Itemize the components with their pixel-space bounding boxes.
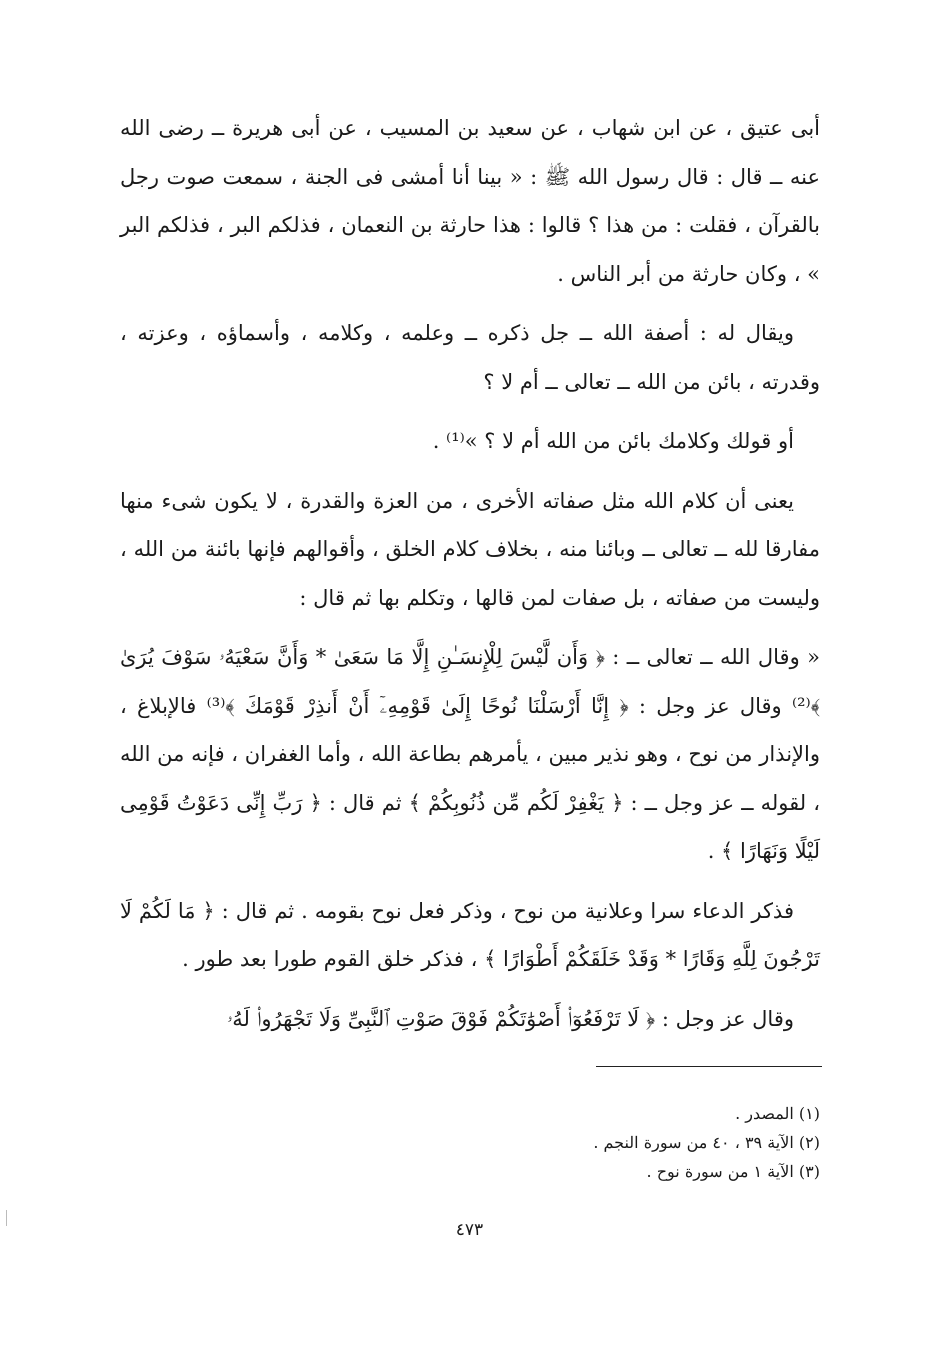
footnote-divider	[596, 1066, 822, 1067]
footnote-2: (٢) الآية ٣٩ ، ٤٠ من سورة النجم .	[593, 1133, 820, 1152]
paragraph-quran-citations: « وقال الله ــ تعالى ــ : ﴿ وَأَن لَّيْسَ لِلْإِنسَـٰنِ إِلَّا مَا سَعَىٰ * وَأَنَّ سَعْيَهُۥ سَوْفَ يُرَىٰ ﴾⁽²⁾ وقال عز وجل : ﴿ إِنَّا أَرْسَلْنَا نُوحًا إِلَىٰ قَوْمِهِۦٓ أَنْ أَنذِرْ قَوْمَكَ ﴾⁽³⁾ فالإبلاغ ، والإنذار من نوح ، وهو نذير مبين ، يأمرهم بطاعة الله ، وأما الغفران ، فإنه من الله ، لقوله ــ عز وجل ــ : ﴿ يَغْفِرْ لَكُم مِّن ذُنُوبِكُمْ ﴾ ثم قال : ﴿ رَبِّ إِنِّى دَعَوْتُ قَوْمِى لَيْلًا وَنَهَارًا ﴾ .	[120, 645, 821, 863]
paragraph-hadith: أبى عتيق ، عن ابن شهاب ، عن سعيد بن المسيب ، عن أبى هريرة ــ رضى الله عنه ــ قال : قال رسول الله ﷺ : « بينا أنا أمشى فى الجنة ، سمعت صوت رجل بالقرآن ، فقلت : من هذا ؟ قالوا : هذا حارثة بن النعمان ، فذلكم البر ، فذلكم البر » ، وكان حارثة من أبر الناس .	[120, 116, 820, 286]
footnote-1: (١) المصدر .	[735, 1104, 820, 1123]
footnote-3: (٣) الآية ١ من سورة نوح .	[646, 1162, 820, 1181]
page-number: ٤٧٣	[455, 1220, 484, 1240]
paragraph-quote-end: أو قولك وكلامك بائن من الله أم لا ؟ »⁽¹⁾ .	[432, 429, 794, 453]
paragraph-explanation: يعنى أن كلام الله مثل صفاته الأخرى ، من العزة والقدرة ، لا يكون شىء منها مفارقا لله ــ تعالى ــ وبائنا منه ، بخلاف كلام الخلق ، وأقوالهم فإنها بائنة من الله ، وليست من صفاته ، بل صفات لمن قالها ، وتكلم بها ثم قال :	[120, 488, 821, 610]
main-text	[120, 104, 820, 1054]
paragraph-question: ويقال له : أصفة الله ــ جل ذكره ــ وعلمه ، وكلامه ، وأسماؤه ، وعزته ، وقدرته ، بائن من الله ــ تعالى ــ أم لا ؟	[120, 321, 820, 394]
paragraph-hujurat: وقال عز وجل : ﴿ لَا تَرْفَعُوٓا۟ أَصْوَٰتَكُمْ فَوْقَ صَوْتِ ٱلنَّبِىِّ وَلَا تَجْهَرُوا۟ لَهُۥ	[227, 1006, 794, 1031]
footnotes	[420, 1099, 820, 1186]
scan-edge-mark	[6, 1210, 7, 1226]
paragraph-nuh: فذكر الدعاء سرا وعلانية من نوح ، وذكر فعل نوح بقومه . ثم قال : ﴿ مَا لَكُمْ لَا تَرْجُونَ لِلَّهِ وَقَارًا * وَقَدْ خَلَقَكُمْ أَطْوَارًا ﴾ ، فذكر خلق القوم طورا بعد طور .	[120, 898, 820, 971]
